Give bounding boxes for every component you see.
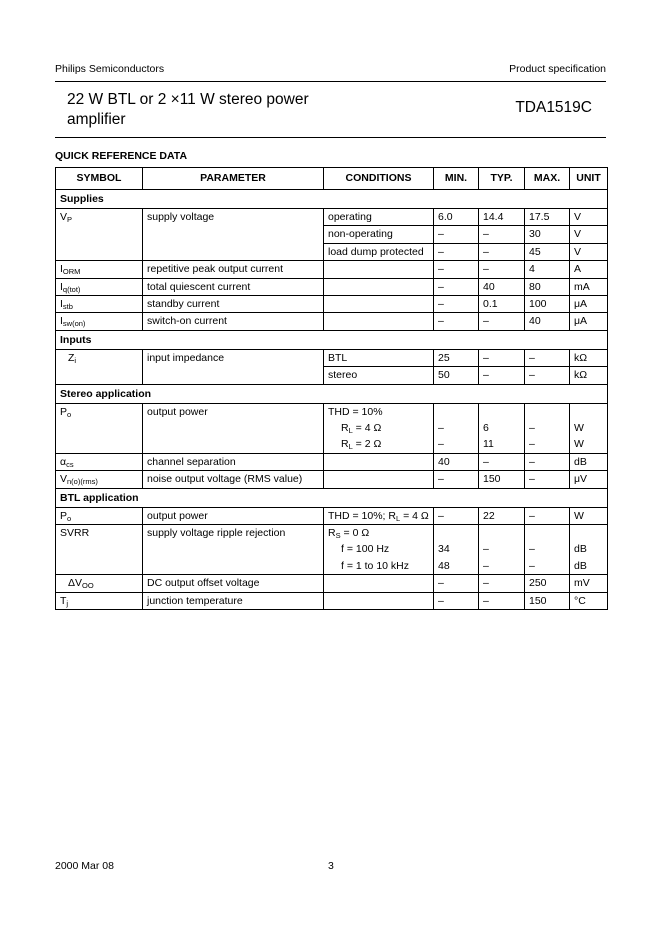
unit-cell: V [570, 226, 608, 243]
symbol-cell: $P_o$ [56, 507, 143, 524]
unit-cell: A [570, 261, 608, 278]
max-cell: – [525, 453, 570, 470]
parameter-cell: supply voltage [143, 209, 324, 261]
footer-date: 2000 Mar 08 [55, 860, 114, 872]
max-cell: – [525, 367, 570, 384]
symbol-cell: $T_j$ [56, 592, 143, 609]
unit-cell: W W [570, 403, 608, 453]
col-max: MAX. [525, 168, 570, 190]
min-cell: – [434, 507, 479, 524]
table-row [56, 403, 608, 453]
max-cell: – – [525, 403, 570, 453]
parameter-cell: channel separation [143, 453, 324, 470]
unit-cell: V [570, 243, 608, 260]
col-unit: UNIT [570, 168, 608, 190]
unit-cell: °C [570, 592, 608, 609]
symbol-cell: $Z_i$ [56, 349, 143, 384]
table-row [56, 471, 608, 488]
parameter-cell: input impedance [143, 349, 324, 384]
condition-cell [324, 313, 434, 330]
page-number: 3 [328, 860, 334, 872]
symbol-cell: $I_{q(tot)}$ [56, 278, 143, 295]
symbol-cell: $I_{ORM}$ [56, 261, 143, 278]
header-rule [55, 81, 606, 82]
typ-cell: – [479, 367, 525, 384]
min-cell: – [434, 243, 479, 260]
max-cell: 250 [525, 575, 570, 592]
table-row [56, 296, 608, 313]
min-cell: – [434, 226, 479, 243]
title-line-1: 22 W BTL or 2 ×11 W stereo power [67, 91, 309, 108]
max-cell: 17.5 [525, 209, 570, 226]
max-cell: – [525, 349, 570, 366]
parameter-cell: output power [143, 507, 324, 524]
symbol-cell: $P_o$ [56, 403, 143, 453]
unit-cell: μA [570, 296, 608, 313]
table-row [56, 575, 608, 592]
typ-cell: 6 11 [479, 403, 525, 453]
symbol-cell: $\Delta V_{OO}$ [56, 575, 143, 592]
section-title: QUICK REFERENCE DATA [55, 150, 188, 162]
unit-cell: μA [570, 313, 608, 330]
symbol-cell: $V_P$ [56, 209, 143, 261]
typ-cell: – – [479, 525, 525, 575]
unit-cell: kΩ [570, 367, 608, 384]
table-row [56, 349, 608, 366]
table-row [56, 453, 608, 470]
col-conditions: CONDITIONS [324, 168, 434, 190]
document-title [67, 90, 367, 130]
typ-cell: – [479, 349, 525, 366]
group-row [56, 384, 608, 403]
table-header-row [56, 168, 608, 190]
min-cell: 25 [434, 349, 479, 366]
typ-cell: – [479, 575, 525, 592]
table-row [56, 313, 608, 330]
min-cell: – [434, 471, 479, 488]
condition-cell [324, 261, 434, 278]
min-cell: 40 [434, 453, 479, 470]
typ-cell: – [479, 313, 525, 330]
condition-cell: load dump protected [324, 243, 434, 260]
max-cell: 40 [525, 313, 570, 330]
typ-cell: 40 [479, 278, 525, 295]
typ-cell: 150 [479, 471, 525, 488]
min-cell: 6.0 [434, 209, 479, 226]
table-row [56, 261, 608, 278]
symbol-cell: $\alpha_{cs}$ [56, 453, 143, 470]
parameter-cell: DC output offset voltage [143, 575, 324, 592]
group-supplies: Supplies [56, 190, 608, 209]
col-symbol: SYMBOL [56, 168, 143, 190]
min-cell: – [434, 278, 479, 295]
condition-cell: operating [324, 209, 434, 226]
condition-cell [324, 278, 434, 295]
unit-cell: mA [570, 278, 608, 295]
group-stereo: Stereo application [56, 384, 608, 403]
parameter-cell: repetitive peak output current [143, 261, 324, 278]
unit-cell: dB [570, 453, 608, 470]
company-name: Philips Semiconductors [55, 63, 165, 75]
table-row [56, 507, 608, 524]
min-cell: – [434, 575, 479, 592]
col-parameter: PARAMETER [143, 168, 324, 190]
condition-cell: THD = 10% $R_L = 4$ Ω $R_L = 2$ Ω [324, 403, 434, 453]
unit-cell: W [570, 507, 608, 524]
condition-cell: stereo [324, 367, 434, 384]
max-cell: 150 [525, 592, 570, 609]
typ-cell: – [479, 453, 525, 470]
group-row [56, 190, 608, 209]
unit-cell: mV [570, 575, 608, 592]
symbol-cell: $I_{sw(on)}$ [56, 313, 143, 330]
group-row [56, 488, 608, 507]
table-row [56, 278, 608, 295]
condition-cell [324, 296, 434, 313]
min-cell: – [434, 296, 479, 313]
table-row [56, 209, 608, 226]
max-cell: – – [525, 525, 570, 575]
max-cell: 4 [525, 261, 570, 278]
typ-cell: – [479, 592, 525, 609]
min-cell: – – [434, 403, 479, 453]
max-cell: 80 [525, 278, 570, 295]
parameter-cell: supply voltage ripple rejection [143, 525, 324, 575]
parameter-cell: output power [143, 403, 324, 453]
typ-cell: – [479, 261, 525, 278]
max-cell: 100 [525, 296, 570, 313]
condition-cell: THD = 10%; $R_L = 4$ Ω [324, 507, 434, 524]
max-cell: – [525, 471, 570, 488]
quick-reference-table [55, 167, 608, 610]
title-rule [55, 137, 606, 138]
unit-cell: kΩ [570, 349, 608, 366]
condition-cell [324, 592, 434, 609]
group-btl: BTL application [56, 488, 608, 507]
condition-cell [324, 575, 434, 592]
group-row [56, 330, 608, 349]
max-cell: 30 [525, 226, 570, 243]
document-type: Product specification [509, 63, 606, 75]
condition-cell: BTL [324, 349, 434, 366]
typ-cell: 14.4 [479, 209, 525, 226]
min-cell: – [434, 592, 479, 609]
typ-cell: 0.1 [479, 296, 525, 313]
condition-cell [324, 471, 434, 488]
group-inputs: Inputs [56, 330, 608, 349]
parameter-cell: switch-on current [143, 313, 324, 330]
parameter-cell: standby current [143, 296, 324, 313]
symbol-cell: $I_{stb}$ [56, 296, 143, 313]
max-cell: 45 [525, 243, 570, 260]
min-cell: 50 [434, 367, 479, 384]
title-line-2: amplifier [67, 111, 126, 128]
parameter-cell: total quiescent current [143, 278, 324, 295]
parameter-cell: noise output voltage (RMS value) [143, 471, 324, 488]
col-typ: TYP. [479, 168, 525, 190]
parameter-cell: junction temperature [143, 592, 324, 609]
unit-cell: dB dB [570, 525, 608, 575]
condition-cell: non-operating [324, 226, 434, 243]
unit-cell: μV [570, 471, 608, 488]
condition-cell [324, 453, 434, 470]
symbol-cell: $V_{n(o)(rms)}$ [56, 471, 143, 488]
part-number: TDA1519C [515, 99, 592, 116]
min-cell: – [434, 313, 479, 330]
condition-cell: $R_S = 0$ Ω f = 100 Hz f = 1 to 10 kHz [324, 525, 434, 575]
min-cell: – [434, 261, 479, 278]
symbol-cell: SVRR [56, 525, 143, 575]
col-min: MIN. [434, 168, 479, 190]
typ-cell: 22 [479, 507, 525, 524]
typ-cell: – [479, 226, 525, 243]
typ-cell: – [479, 243, 525, 260]
table-row [56, 592, 608, 609]
table-row [56, 525, 608, 575]
min-cell: 34 48 [434, 525, 479, 575]
unit-cell: V [570, 209, 608, 226]
max-cell: – [525, 507, 570, 524]
